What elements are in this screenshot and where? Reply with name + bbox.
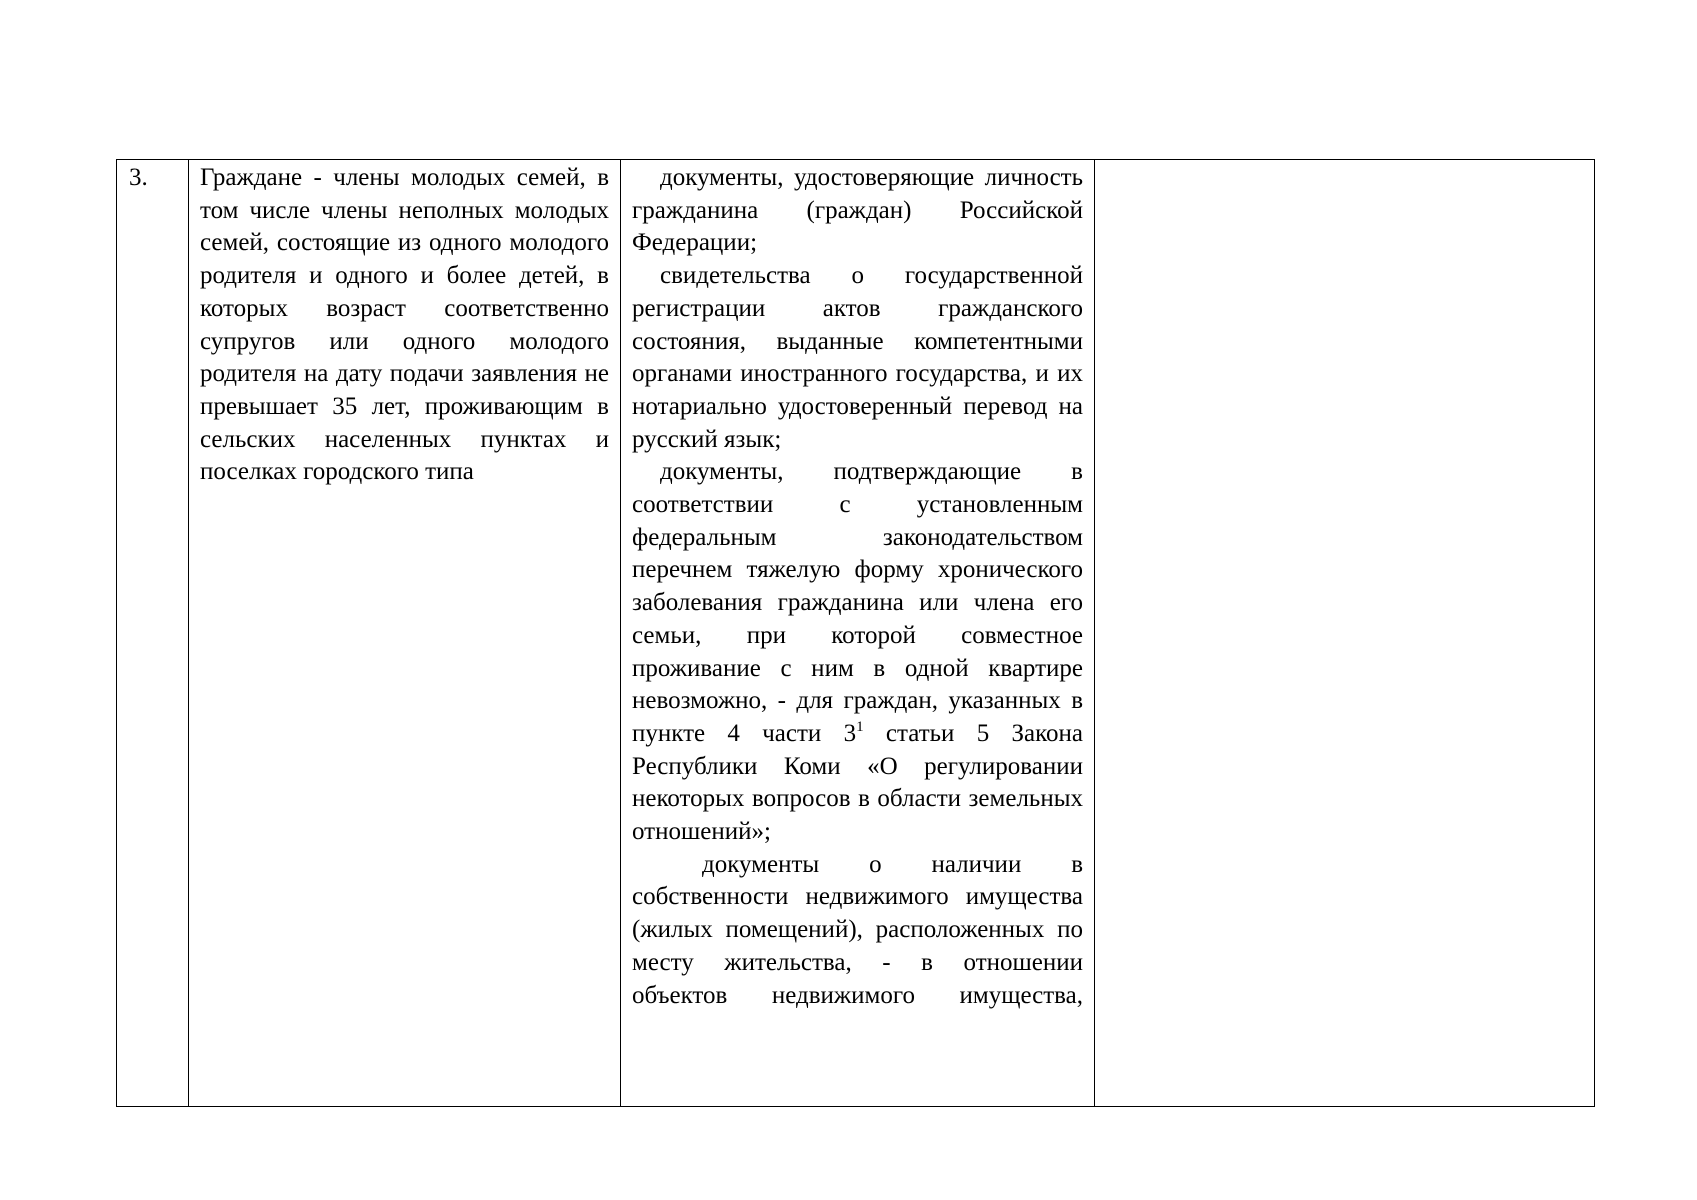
illness-text-end: статьи 5 Закона Республики Коми «О регулировании некоторых вопросов в области земельных отношений»; bbox=[632, 719, 1083, 846]
extra-cell bbox=[1095, 160, 1595, 1107]
documents-paragraph-civil-status: свидетельства о государственной регистрации актов гражданского состояния, выданные компетентными органами иностранного государства, и их нотариально удостоверенный перевод на русский язык; bbox=[632, 262, 1083, 453]
row-number-cell bbox=[117, 160, 189, 1107]
documents-paragraph-illness bbox=[632, 456, 1083, 848]
requirements-table bbox=[116, 159, 1595, 1107]
row-number: 3. bbox=[129, 164, 148, 191]
documents-cell bbox=[621, 160, 1095, 1107]
category-cell bbox=[189, 160, 621, 1107]
documents-paragraph-identity: документы, удостоверяющие личность гражданина (граждан) Российской Федерации; bbox=[632, 164, 1083, 257]
illness-text-start: документы, подтверждающие в соответствии с установленным федеральным законодательством перечнем тяжелую форму хронического заболевания гражданина или члена его семьи, при которой совместное проживание с ним в одной квартире невозможно, - для граждан, указанных в пункте 4 части 3 bbox=[632, 458, 1083, 747]
table-row bbox=[117, 160, 1595, 1107]
documents-paragraph-property: документы о наличии в собственности недвижимого имущества (жилых помещений), расположенных по месту жительства, - в отношении объектов недвижимого имущества, bbox=[632, 850, 1083, 1009]
category-text: Граждане - члены молодых семей, в том числе члены неполных молодых семей, состоящие из одного молодого родителя и одного и более детей, в которых возраст соответственно супругов или одного молодого родителя на дату подачи заявления не превышает 35 лет, проживающим в сельских населенных пунктах и поселках городского типа bbox=[200, 164, 609, 486]
superscript-one: 1 bbox=[856, 718, 864, 735]
